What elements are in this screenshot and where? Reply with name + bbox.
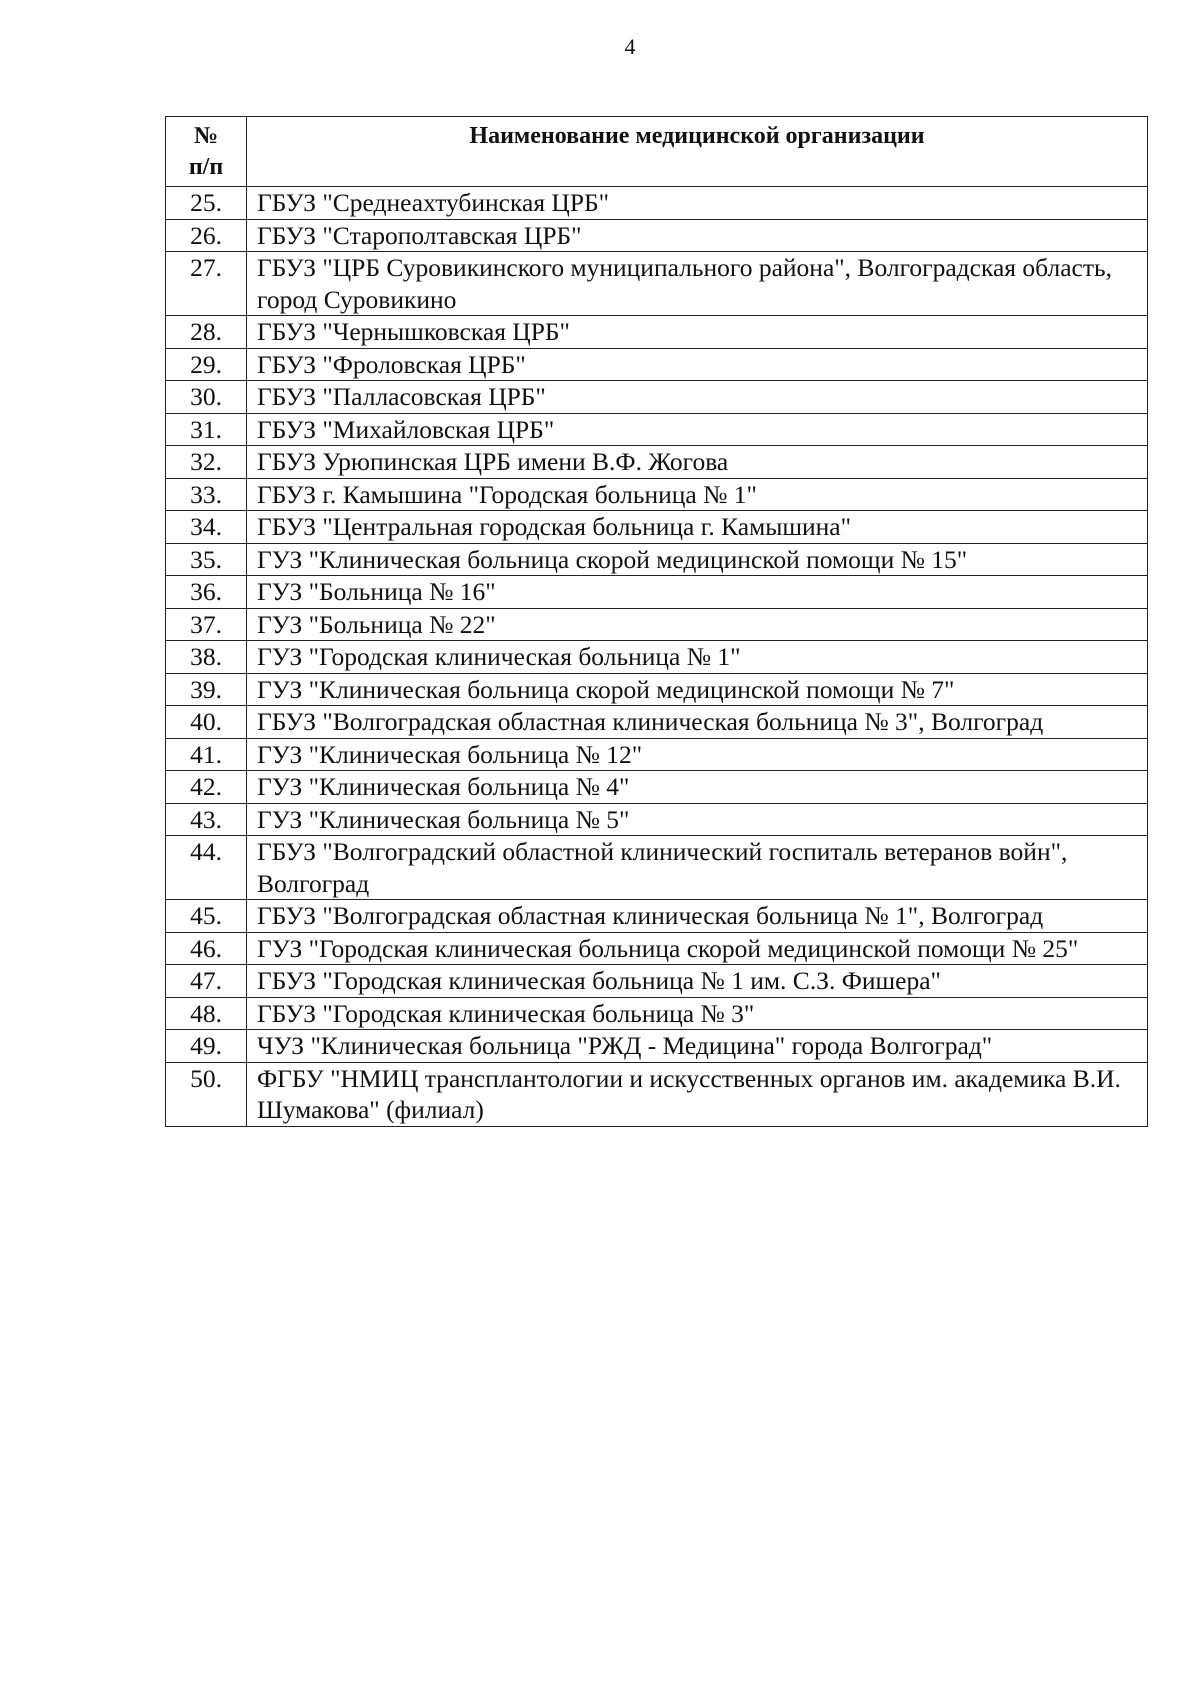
row-number: 49.	[166, 1030, 247, 1063]
row-number: 38.	[166, 641, 247, 674]
row-number: 36.	[166, 576, 247, 609]
table-row	[166, 803, 1148, 836]
table-row	[166, 1030, 1148, 1063]
table-row	[166, 381, 1148, 414]
table-row	[166, 997, 1148, 1030]
row-number: 40.	[166, 706, 247, 739]
table-row	[166, 932, 1148, 965]
organization-name: ГБУЗ "Михайловская ЦРБ"	[247, 413, 1148, 446]
row-number: 29.	[166, 348, 247, 381]
table-header	[166, 117, 1148, 187]
organization-name: ГУЗ "Клиническая больница скорой медицинской помощи № 15"	[247, 543, 1148, 576]
row-number: 27.	[166, 252, 247, 316]
organization-name: ГБУЗ "ЦРБ Суровикинского муниципального района", Волгоградская область, город Суровикино	[247, 252, 1148, 316]
organization-name: ГБУЗ "Волгоградская областная клиническая больница № 3", Волгоград	[247, 706, 1148, 739]
table-body	[166, 187, 1148, 1127]
table-row	[166, 706, 1148, 739]
table-row	[166, 1062, 1148, 1126]
table-row	[166, 511, 1148, 544]
column-header-number	[166, 117, 247, 187]
column-header-number-label: № п/п	[188, 123, 224, 180]
row-number: 30.	[166, 381, 247, 414]
row-number: 45.	[166, 900, 247, 933]
row-number: 32.	[166, 446, 247, 479]
row-number: 28.	[166, 316, 247, 349]
table-row	[166, 446, 1148, 479]
organization-name: ГБУЗ "Волгоградский областной клинический госпиталь ветеранов войн", Волгоград	[247, 836, 1148, 900]
table-header-row	[166, 117, 1148, 187]
organization-name: ГУЗ "Городская клиническая больница скорой медицинской помощи № 25"	[247, 932, 1148, 965]
table-row	[166, 187, 1148, 220]
table-row	[166, 900, 1148, 933]
organization-name: ГБУЗ "Городская клиническая больница № 3"	[247, 997, 1148, 1030]
table-row	[166, 608, 1148, 641]
table-row	[166, 771, 1148, 804]
row-number: 31.	[166, 413, 247, 446]
organization-name: ГБУЗ "Центральная городская больница г. Камышина"	[247, 511, 1148, 544]
column-header-name: Наименование медицинской организации	[247, 117, 1148, 187]
table-row	[166, 543, 1148, 576]
table-row	[166, 738, 1148, 771]
row-number: 42.	[166, 771, 247, 804]
organization-name: ЧУЗ "Клиническая больница "РЖД - Медицина" города Волгоград"	[247, 1030, 1148, 1063]
table-row	[166, 348, 1148, 381]
organization-name: ГБУЗ "Волгоградская областная клиническая больница № 1", Волгоград	[247, 900, 1148, 933]
table-row	[166, 576, 1148, 609]
row-number: 34.	[166, 511, 247, 544]
table-row	[166, 836, 1148, 900]
organization-name: ФГБУ "НМИЦ трансплантологии и искусственных органов им. академика В.И. Шумакова" (филиал)	[247, 1062, 1148, 1126]
row-number: 47.	[166, 965, 247, 998]
organization-name: ГУЗ "Клиническая больница № 4"	[247, 771, 1148, 804]
table-row	[166, 413, 1148, 446]
table-row	[166, 965, 1148, 998]
row-number: 39.	[166, 673, 247, 706]
row-number: 46.	[166, 932, 247, 965]
organization-name: ГБУЗ "Среднеахтубинская ЦРБ"	[247, 187, 1148, 220]
row-number: 41.	[166, 738, 247, 771]
organization-name: ГБУЗ "Старополтавская ЦРБ"	[247, 219, 1148, 252]
row-number: 37.	[166, 608, 247, 641]
organization-name: ГУЗ "Клиническая больница скорой медицинской помощи № 7"	[247, 673, 1148, 706]
organization-name: ГУЗ "Клиническая больница № 12"	[247, 738, 1148, 771]
page-number: 4	[624, 34, 636, 59]
table-row	[166, 673, 1148, 706]
row-number: 48.	[166, 997, 247, 1030]
row-number: 44.	[166, 836, 247, 900]
row-number: 43.	[166, 803, 247, 836]
medical-organizations-table	[165, 116, 1148, 1127]
row-number: 35.	[166, 543, 247, 576]
row-number: 25.	[166, 187, 247, 220]
table-row	[166, 252, 1148, 316]
organization-name: ГБУЗ "Палласовская ЦРБ"	[247, 381, 1148, 414]
organization-name: ГУЗ "Городская клиническая больница № 1"	[247, 641, 1148, 674]
table-row	[166, 316, 1148, 349]
organization-name: ГБУЗ Урюпинская ЦРБ имени В.Ф. Жогова	[247, 446, 1148, 479]
organization-name: ГБУЗ "Фроловская ЦРБ"	[247, 348, 1148, 381]
organization-name: ГБУЗ "Чернышковская ЦРБ"	[247, 316, 1148, 349]
table-row	[166, 478, 1148, 511]
table-row	[166, 219, 1148, 252]
organization-name: ГБУЗ "Городская клиническая больница № 1 им. С.З. Фишера"	[247, 965, 1148, 998]
row-number: 50.	[166, 1062, 247, 1126]
table-row	[166, 641, 1148, 674]
organization-name: ГУЗ "Клиническая больница № 5"	[247, 803, 1148, 836]
row-number: 33.	[166, 478, 247, 511]
organization-name: ГУЗ "Больница № 16"	[247, 576, 1148, 609]
row-number: 26.	[166, 219, 247, 252]
organization-name: ГБУЗ г. Камышина "Городская больница № 1"	[247, 478, 1148, 511]
organization-name: ГУЗ "Больница № 22"	[247, 608, 1148, 641]
